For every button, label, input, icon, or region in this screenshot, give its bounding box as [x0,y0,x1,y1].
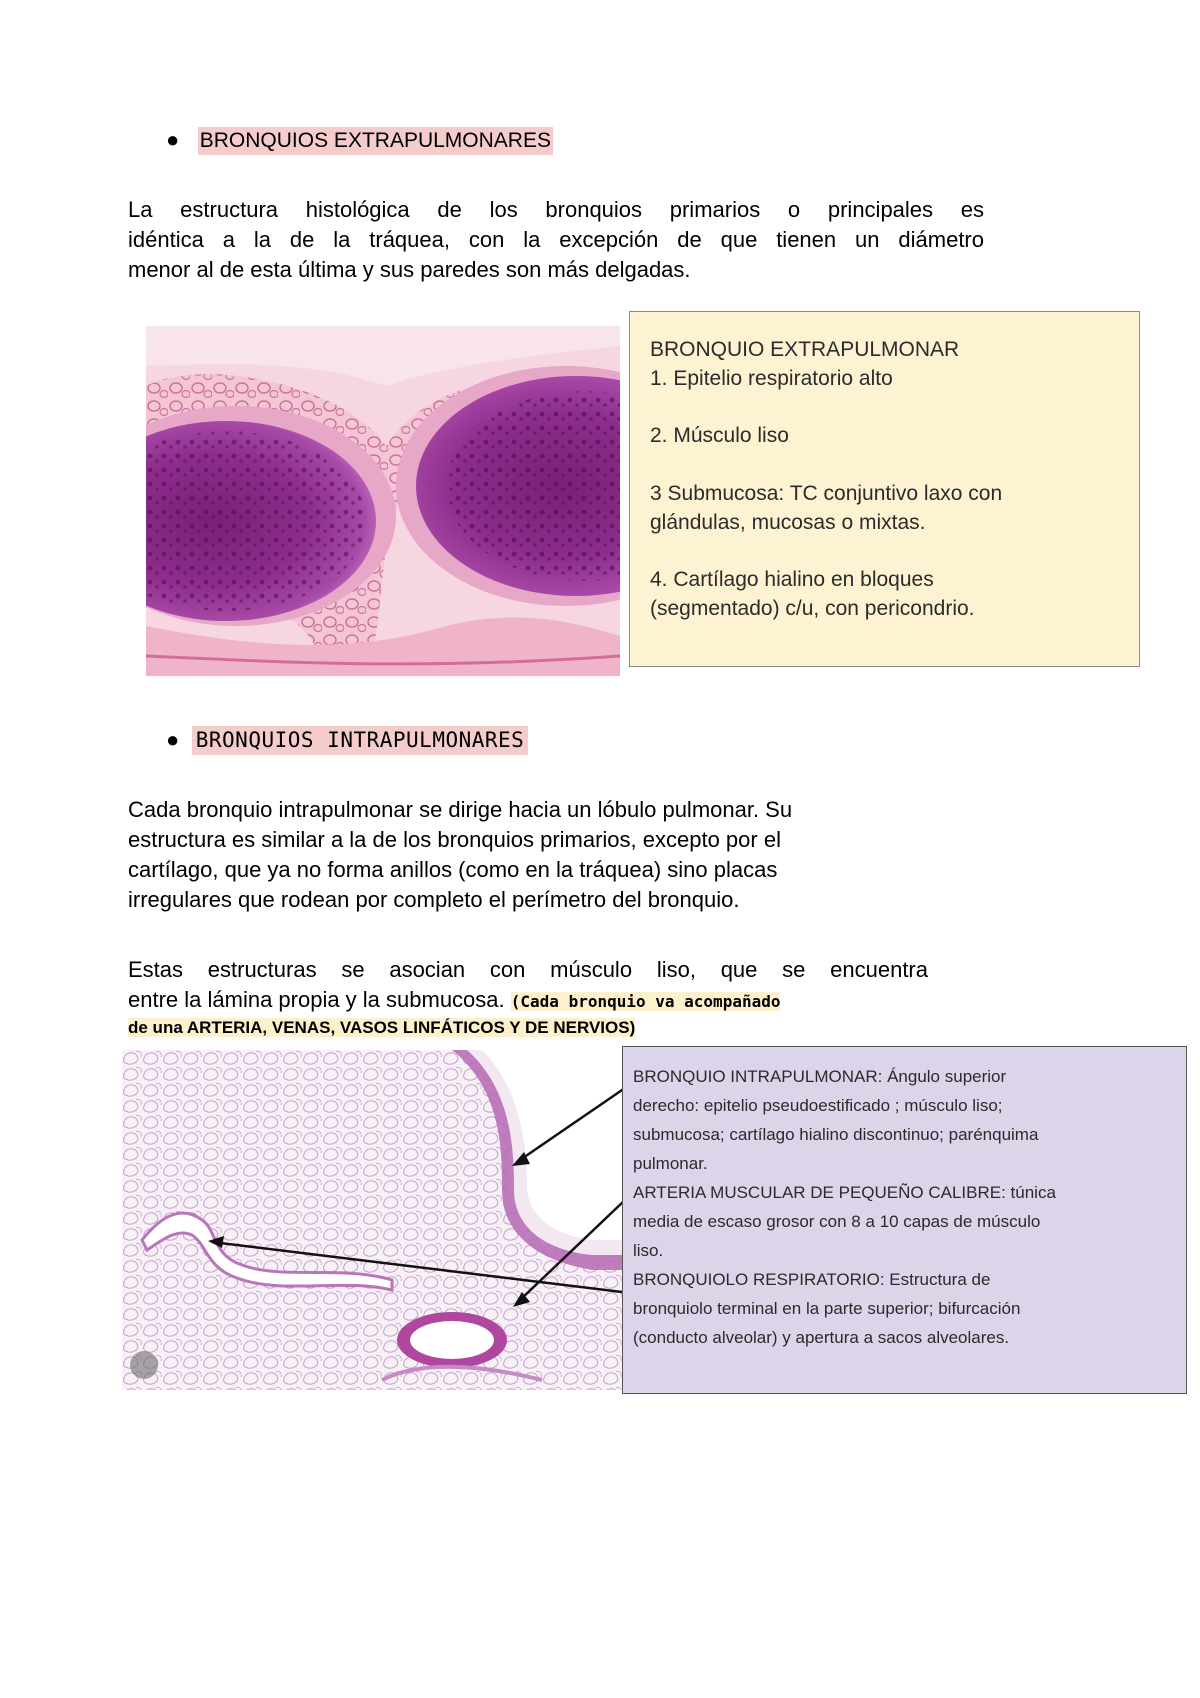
highlighted-note-line2 [128,1018,635,1038]
caption-line: (conducto alveolar) y apertura a sacos alveolares. [633,1328,1010,1347]
caption-item: 1. Epitelio respiratorio alto [650,367,893,390]
caption-arrows [500,1080,640,1310]
section1-heading-text: BRONQUIOS EXTRAPULMONARES [198,127,553,155]
paragraph-line: idéntica a la de la tráquea, con la excepción de que tienen un diámetro [128,227,984,252]
section2-paragraph-1 [128,795,928,915]
caption-item: 2. Músculo liso [650,424,789,447]
caption-line: submucosa; cartílago hialino discontinuo; parénquima [633,1125,1039,1144]
caption-line: pulmonar. [633,1154,708,1173]
intrapulmonary-caption-box [622,1046,1187,1394]
micrograph-illustration [146,326,620,676]
caption-line: BRONQUIO INTRAPULMONAR: Ángulo superior [633,1067,1007,1086]
caption-item: 3 Submucosa: TC conjuntivo laxo con [650,482,1003,505]
caption-line: derecho: epitelio pseudoestificado ; músculo liso; [633,1096,1003,1115]
caption-item: 4. Cartílago hialino en bloques [650,568,934,591]
extrapulmonary-bronchus-micrograph [146,326,620,676]
caption-item: (segmentado) c/u, con pericondrio. [650,597,975,620]
paragraph-line: Estas estructuras se asocian con músculo liso, que se encuentra [128,957,928,982]
section2-paragraph-2 [128,955,928,1017]
bullet-icon: ● [166,127,180,152]
highlighted-note: (Cada bronquio va acompañado [510,992,781,1011]
section1-paragraph [128,195,984,285]
highlighted-note: de una ARTERIA, VENAS, VASOS LINFÁTICOS Y DE NERVIOS) [128,1018,636,1037]
extrapulmonary-caption-box [629,311,1140,667]
paragraph-line: menor al de esta última y sus paredes son más delgadas. [128,257,691,282]
paragraph-line: irregulares que rodean por completo el perímetro del bronquio. [128,887,740,912]
caption-item: glándulas, mucosas o mixtas. [650,511,926,534]
paragraph-line: cartílago, que ya no forma anillos (como en la tráquea) sino placas [128,857,778,882]
caption-line: BRONQUIOLO RESPIRATORIO: Estructura de [633,1270,991,1289]
paragraph-text: entre la lámina propia y la submucosa. [128,987,511,1012]
caption-title: BRONQUIO EXTRAPULMONAR [650,338,960,361]
section1-heading [166,127,553,153]
paragraph-line [128,985,928,1017]
paragraph-line: estructura es similar a la de los bronquios primarios, excepto por el [128,827,781,852]
paragraph-line: La estructura histológica de los bronquios primarios o principales es [128,197,984,222]
caption-line: ARTERIA MUSCULAR DE PEQUEÑO CALIBRE: túnica [633,1183,1056,1202]
section2-heading [166,727,528,753]
caption-line: bronquiolo terminal en la parte superior; bifurcación [633,1299,1021,1318]
caption-line: media de escaso grosor con 8 a 10 capas de músculo [633,1212,1041,1231]
section2-heading-text: BRONQUIOS INTRAPULMONARES [192,726,529,755]
bullet-icon: ● [166,727,180,752]
paragraph-line: Cada bronquio intrapulmonar se dirige hacia un lóbulo pulmonar. Su [128,797,793,822]
caption-line: liso. [633,1241,664,1260]
